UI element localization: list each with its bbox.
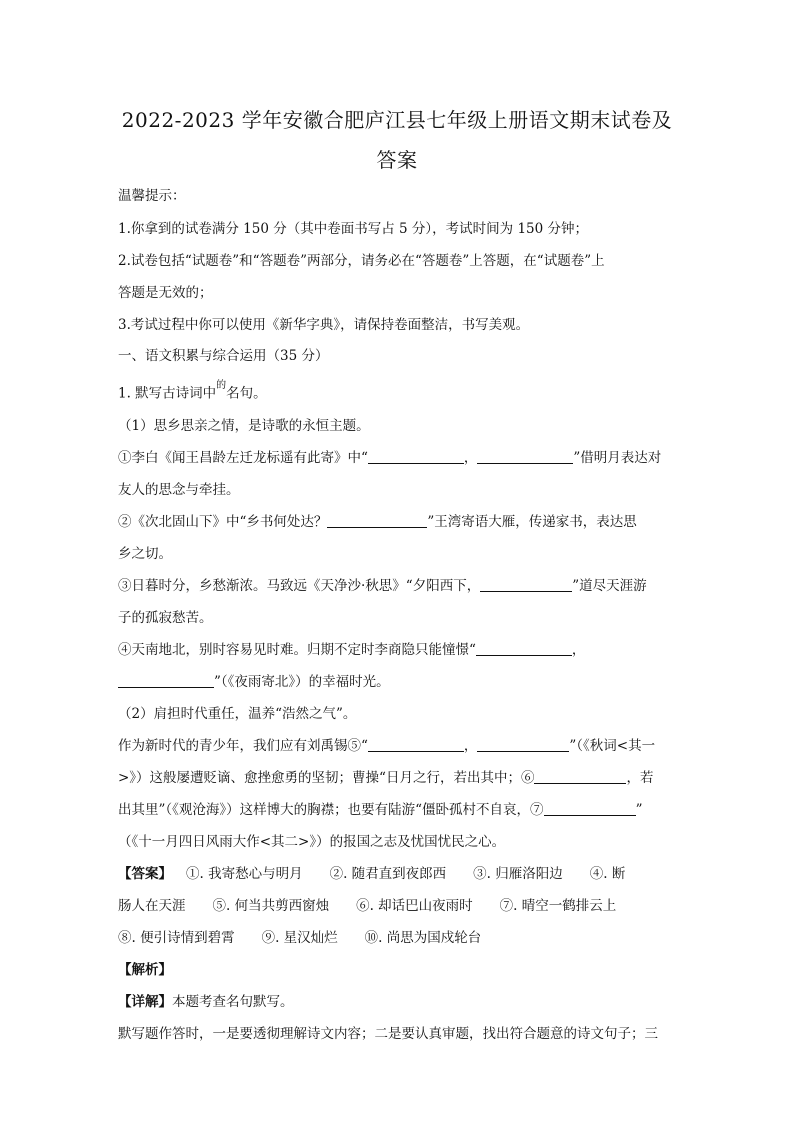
item-1-cont: 友人的思念与牵挂。	[118, 482, 240, 498]
answer-blank[interactable]	[368, 449, 464, 464]
analysis-body: 默写题作答时，一是要透彻理解诗文内容；二是要认真审题，找出符合题意的诗文句子；三	[118, 1026, 658, 1042]
answer-blank[interactable]	[480, 577, 572, 592]
item-7-text-end: ”	[635, 802, 643, 818]
question-1-prompt-a: 1. 默写古诗词中	[118, 385, 217, 402]
detail-line	[118, 990, 294, 1010]
item-2-cont: 乡之切。	[118, 546, 172, 562]
item-6-text-end: ，若	[626, 770, 654, 786]
subquestion-1: （1）思乡思亲之情，是诗歌的永恒主题。	[118, 418, 370, 434]
item-2	[118, 510, 637, 530]
item-6	[118, 766, 653, 786]
section-heading: 一、语文积累与综合运用（35 分）	[118, 348, 329, 364]
notice-item-2-cont: 答题是无效的；	[118, 285, 213, 301]
subquestion-2: （2）肩担时代重任，温养“浩然之气”。	[118, 706, 357, 722]
question-1-prompt-b: 名句。	[226, 385, 267, 402]
answer-blank[interactable]	[544, 801, 636, 816]
item-2-text-end: ”王湾寄语大雁，传递家书，表达思	[427, 514, 637, 530]
answer-blank[interactable]	[118, 673, 214, 688]
item-1	[118, 446, 661, 466]
question-1-prompt-sup: 的	[216, 380, 227, 391]
item-1-text: ①李白《闻王昌龄左迁龙标遥有此寄》中“	[118, 450, 368, 466]
answer-blank[interactable]	[327, 513, 427, 528]
notice-item-3: 3.考试过程中你可以使用《新华字典》，请保持卷面整洁，书写美观。	[118, 317, 530, 333]
item-7-text: 出其里”（《观沧海》）这样博大的胸襟；也要有陆游“僵卧孤村不自哀，⑦	[118, 802, 544, 818]
item-4-comma: ，	[571, 642, 586, 658]
question-1-prompt	[118, 380, 267, 402]
document-title-line1: 2022-2023 学年安徽合肥庐江县七年级上册语文期末试卷及	[121, 108, 673, 132]
answer-blank[interactable]	[476, 641, 572, 656]
item-5	[118, 734, 655, 754]
notice-item-1: 1.你拿到的试卷满分 150 分（其中卷面书写占 5 分），考试时间为 150 分钟；	[118, 221, 589, 237]
answer-text-1: ①. 我寄愁心与明月 ②. 随君直到夜郎西 ③. 归雁洛阳边 ④. 断	[186, 866, 626, 882]
detail-text: 本题考查名句默写。	[172, 994, 294, 1010]
notice-item-2: 2.试卷包括“试题卷”和“答题卷”两部分，请务必在“答题卷”上答题，在“试题卷”上	[118, 253, 605, 269]
item-3-cont: 子的孤寂愁苦。	[118, 610, 213, 626]
item-2-text: ②《次北固山下》中“乡书何处达？	[118, 514, 328, 530]
answer-label: 【答案】	[118, 866, 172, 882]
item-3-text: ③日暮时分，乡愁渐浓。马致远《天净沙·秋思》“夕阳西下，	[118, 578, 481, 594]
item-6-text: >》）这般屡遭贬谪、愈挫愈勇的坚韧；曹操“日月之行，若出其中；⑥	[118, 770, 535, 786]
item-3	[118, 574, 647, 594]
item-5-text: 作为新时代的青少年，我们应有刘禹锡⑤“	[118, 738, 368, 754]
answer-blank[interactable]	[368, 737, 464, 752]
item-1-comma: ，	[463, 450, 478, 466]
item-4-text-end: ”（《夜雨寄北》）的幸福时光。	[214, 674, 390, 690]
item-4-text: ④天南地北，别时容易见时难。归期不定时李商隐只能憧憬“	[118, 642, 476, 658]
notice-heading: 温馨提示：	[118, 188, 186, 204]
item-7-cont: （《十一月四日风雨大作<其二>》）的报国之志及忧国忧民之心。	[118, 834, 506, 850]
item-7	[118, 798, 642, 818]
answer-blank[interactable]	[534, 769, 626, 784]
analysis-label: 【解析】	[118, 962, 172, 978]
item-4-cont	[118, 670, 390, 690]
item-1-text-end: ”借明月表达对	[573, 450, 662, 466]
item-5-text-end: ”（《秋词<其一	[569, 738, 656, 754]
answer-line-2: 肠人在天涯 ⑤. 何当共剪西窗烛 ⑥. 却话巴山夜雨时 ⑦. 晴空一鹤排云上	[118, 898, 617, 914]
answer-line-1	[118, 862, 625, 882]
document-title-line2: 答案	[376, 148, 418, 172]
answer-blank[interactable]	[477, 737, 569, 752]
answer-blank[interactable]	[477, 449, 573, 464]
detail-label: 【详解】	[118, 994, 172, 1010]
answer-line-3: ⑧. 便引诗情到碧霄 ⑨. 星汉灿烂 ⑩. 尚思为国戍轮台	[118, 930, 482, 946]
item-5-comma: ，	[463, 738, 478, 754]
item-4	[118, 638, 585, 658]
item-3-text-end: ”道尽天涯游	[572, 578, 647, 594]
